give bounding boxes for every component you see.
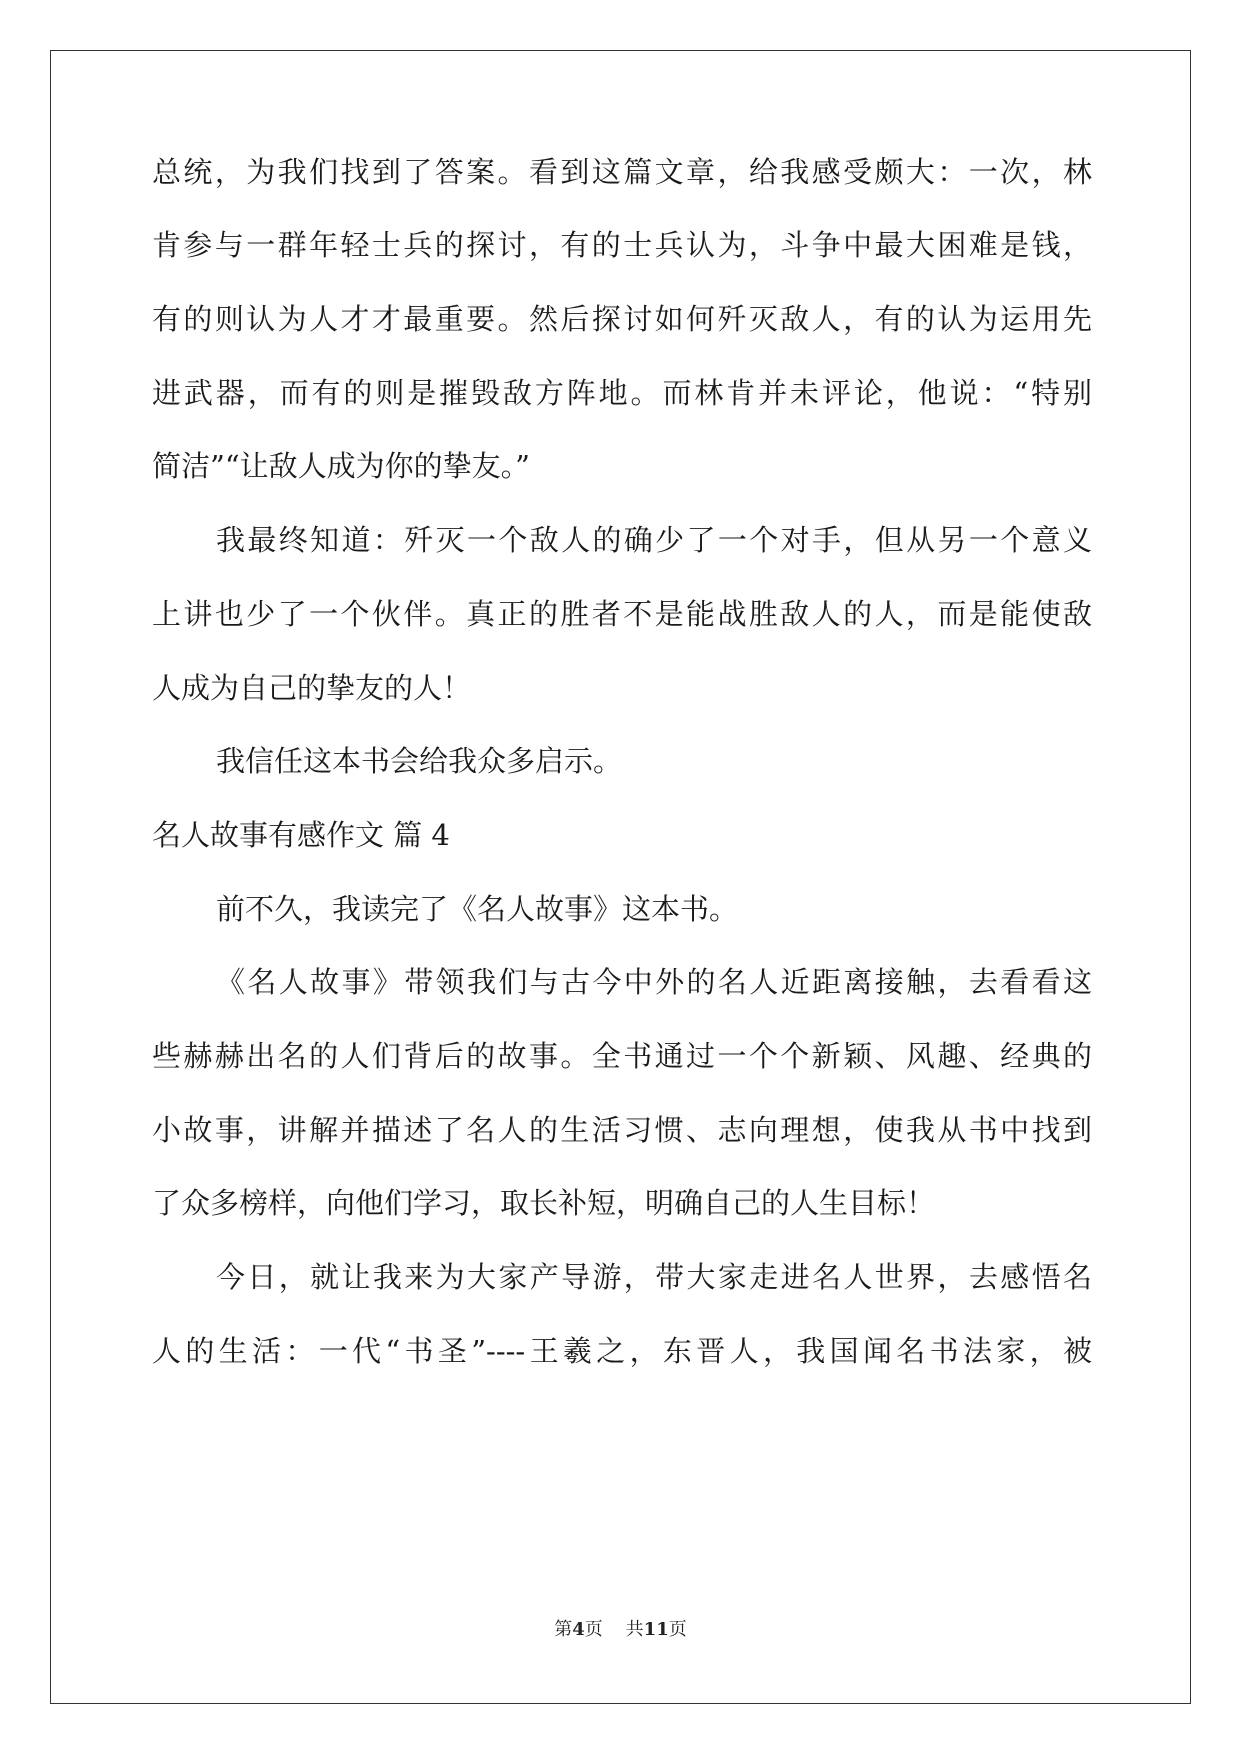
text-line: 有的则认为人才才最重要。然后探讨如何歼灭敌人，有的认为运用先 (152, 302, 1092, 336)
text-line: 前不久，我读完了《名人故事》这本书。 (216, 892, 739, 926)
footer-page-suffix: 页 (584, 1619, 603, 1640)
footer-total-prefix: 共 (625, 1619, 644, 1640)
text-line: 总统，为我们找到了答案。看到这篇文章，给我感受颇大：一次，林 (152, 155, 1092, 189)
text-line: 上讲也少了一个伙伴。真正的胜者不是能战胜敌人的人，而是能使敌 (152, 597, 1092, 631)
text-line: 小故事，讲解并描述了名人的生活习惯、志向理想，使我从书中找到 (152, 1113, 1092, 1147)
footer-total-suffix: 页 (668, 1619, 687, 1640)
text-line: 我最终知道：歼灭一个敌人的确少了一个对手，但从另一个意义 (216, 523, 1092, 557)
text-line: 《名人故事》带领我们与古今中外的名人近距离接触，去看看这 (216, 965, 1092, 999)
text-line: 进武器，而有的则是摧毁敌方阵地。而林肯并未评论，他说：“特别 (152, 376, 1092, 410)
text-line: 些赫赫出名的人们背后的故事。全书通过一个个新颖、风趣、经典的 (152, 1039, 1092, 1073)
page-footer (0, 1618, 1241, 1642)
footer-prefix: 第 (554, 1619, 573, 1640)
text-line: 今日，就让我来为大家产导游，带大家走进名人世界，去感悟名 (216, 1260, 1092, 1294)
text-line: 了众多榜样，向他们学习，取长补短，明确自己的人生目标！ (152, 1186, 936, 1220)
text-line: 人的生活：一代“书圣”----王羲之，东晋人，我国闻名书法家，被 (152, 1334, 1092, 1368)
current-page-number: 4 (572, 1619, 585, 1640)
text-line: 肯参与一群年轻士兵的探讨，有的士兵认为，斗争中最大困难是钱， (152, 228, 1092, 262)
section-heading: 名人故事有感作文 篇 4 (152, 818, 450, 852)
text-line: 人成为自己的挚友的人！ (152, 671, 472, 705)
total-page-number: 11 (643, 1619, 669, 1640)
text-line: 简洁”“让敌人成为你的挚友。” (152, 449, 530, 483)
text-line: 我信任这本书会给我众多启示。 (216, 744, 623, 778)
